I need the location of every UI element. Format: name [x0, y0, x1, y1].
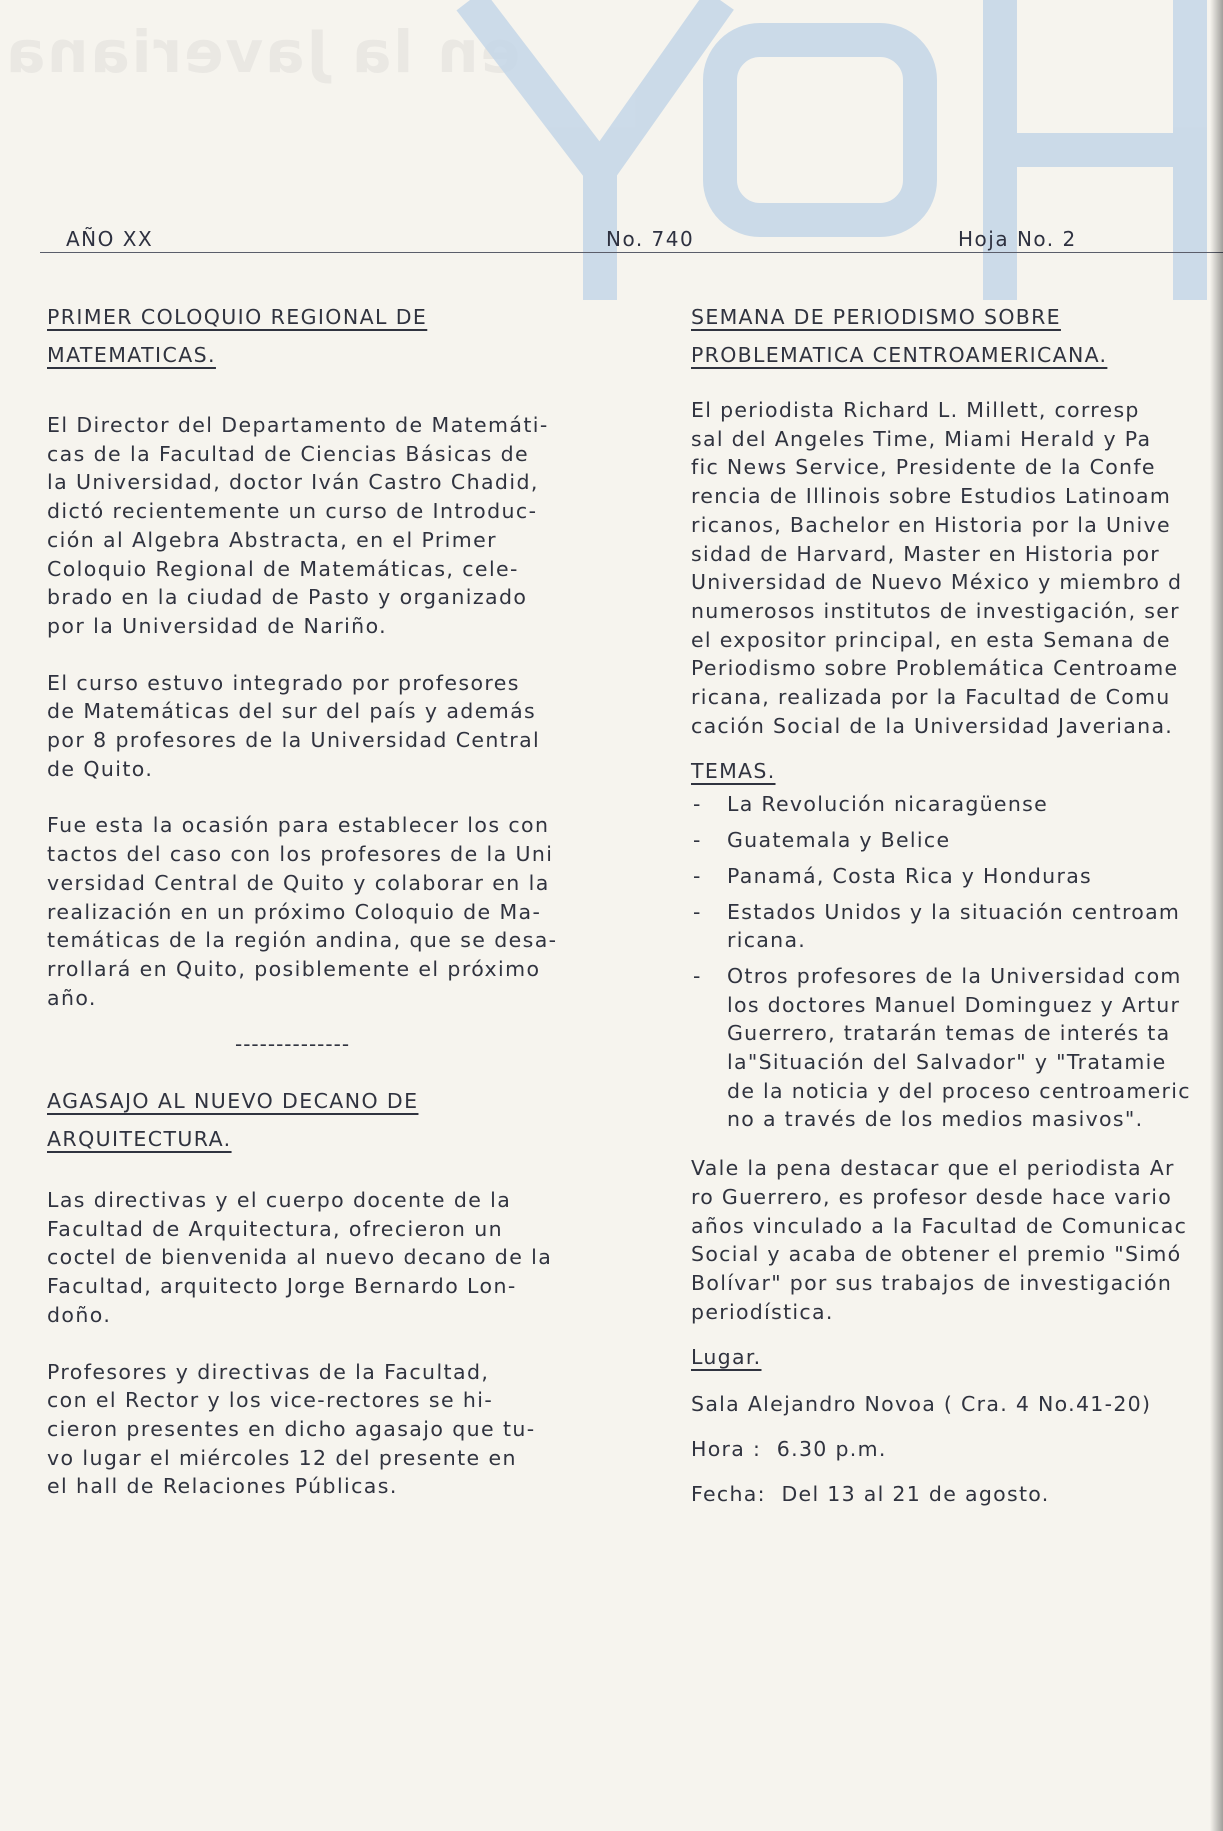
- article-title: AGASAJO AL NUEVO DECANO DE: [47, 1089, 419, 1113]
- paragraph: El Director del Departamento de Matemáti- cas de la Facultad de Ciencias Básicas de la Universidad, doctor Iván Castro Chadid, dictó recientemente un curso de Introduc- ción al Algebra Abstracta, en el Primer Coloquio Regional de Matemáticas, cele- brado en la ciudad de Pasto y organizado por la Universidad de Nariño.: [47, 413, 549, 638]
- paragraph: Las directivas y el cuerpo docente de la Facultad de Arquitectura, ofrecieron un coctel de bienvenida al nuevo decano de la Facultad, arquitecto Jorge Bernardo Lon- doño.: [47, 1188, 553, 1327]
- list-item: - Panamá, Costa Rica y Honduras: [691, 862, 1223, 891]
- article-agasajo: [47, 1082, 607, 1501]
- paragraph: El curso estuvo integrado por profesores de Matemáticas del sur del país y además por 8 profesores de la Universidad Central de Quito.: [47, 670, 541, 781]
- header-rule: [40, 252, 1223, 253]
- article-title: ARQUITECTURA.: [47, 1127, 232, 1151]
- article-title: SEMANA DE PERIODISMO SOBRE: [691, 305, 1061, 329]
- section-separator: --------------: [235, 1032, 351, 1056]
- issue-year: AÑO XX: [66, 227, 154, 251]
- list-item: - Otros profesores de la Universidad com los doctores Manuel Dominguez y Artur Guerrero, tratarán temas de interés ta la"Situación del Salvador" y "Tratamie de la noticia y del proceso centroameric no a través de los medios masivos".: [691, 962, 1223, 1134]
- paragraph: Fue esta la ocasión para establecer los con tactos del caso con los profesores de la Uni versidad Central de Quito y colaborar en la realización en un próximo Coloquio de Ma- temáticas de la región andina, que se desa- rrollará en Quito, posiblemente el próximo año.: [47, 813, 558, 1010]
- masthead-bleed-through: en la Javeriana: [4, 18, 520, 86]
- event-time: Hora : 6.30 p.m.: [691, 1437, 887, 1462]
- list-item: - La Revolución nicaragüense: [691, 790, 1223, 819]
- article-periodismo: [691, 298, 1223, 1509]
- page-edge-shadow: [1210, 0, 1223, 1831]
- paragraph: Vale la pena destacar que el periodista Ar ro Guerrero, es profesor desde hace vario años vinculado a la Facultad de Comunicac Social y acaba de obtener el premio "Simó Bolívar" por sus trabajos de investigación periodística.: [691, 1156, 1188, 1324]
- issue-number: No. 740: [606, 227, 695, 251]
- article-title: MATEMATICAS.: [47, 343, 216, 367]
- paragraph: Profesores y directivas de la Facultad, con el Rector y los vice-rectores se hi- cieron presentes en dicho agasajo que tu- vo lugar el miércoles 12 del presente en el hall de Relaciones Públicas.: [47, 1359, 536, 1499]
- article-title: PRIMER COLOQUIO REGIONAL DE: [47, 305, 428, 329]
- article-title: PROBLEMATICA CENTROAMERICANA.: [691, 343, 1108, 367]
- sheet-number: Hoja No. 2: [958, 227, 1077, 251]
- temas-list: [691, 790, 1223, 1134]
- event-dates: Fecha: Del 13 al 21 de agosto.: [691, 1481, 1050, 1506]
- lugar-heading: Lugar.: [691, 1345, 762, 1370]
- temas-heading: TEMAS.: [691, 759, 776, 784]
- article-coloquio: [47, 298, 607, 1012]
- list-item: - Guatemala y Belice: [691, 826, 1223, 855]
- issue-header: [40, 227, 1223, 263]
- list-item: - Estados Unidos y la situación centroam ricana.: [691, 898, 1223, 955]
- paragraph: El periodista Richard L. Millett, corresp sal del Angeles Time, Miami Herald y Pa fic News Service, Presidente de la Confe rencia de Illinois sobre Estudios Latinoam ricanos, Bachelor en Historia por la Unive sidad de Harvard, Master en Historia por Universidad de Nuevo México y miembro d numerosos institutos de investigación, ser el expositor principal, en esta Semana de Periodismo sobre Problemática Centroame ricana, realizada por la Facultad de Comu cación Social de la Universidad Javeriana.: [691, 398, 1183, 738]
- event-location: Sala Alejandro Novoa ( Cra. 4 No.41-20): [691, 1392, 1152, 1417]
